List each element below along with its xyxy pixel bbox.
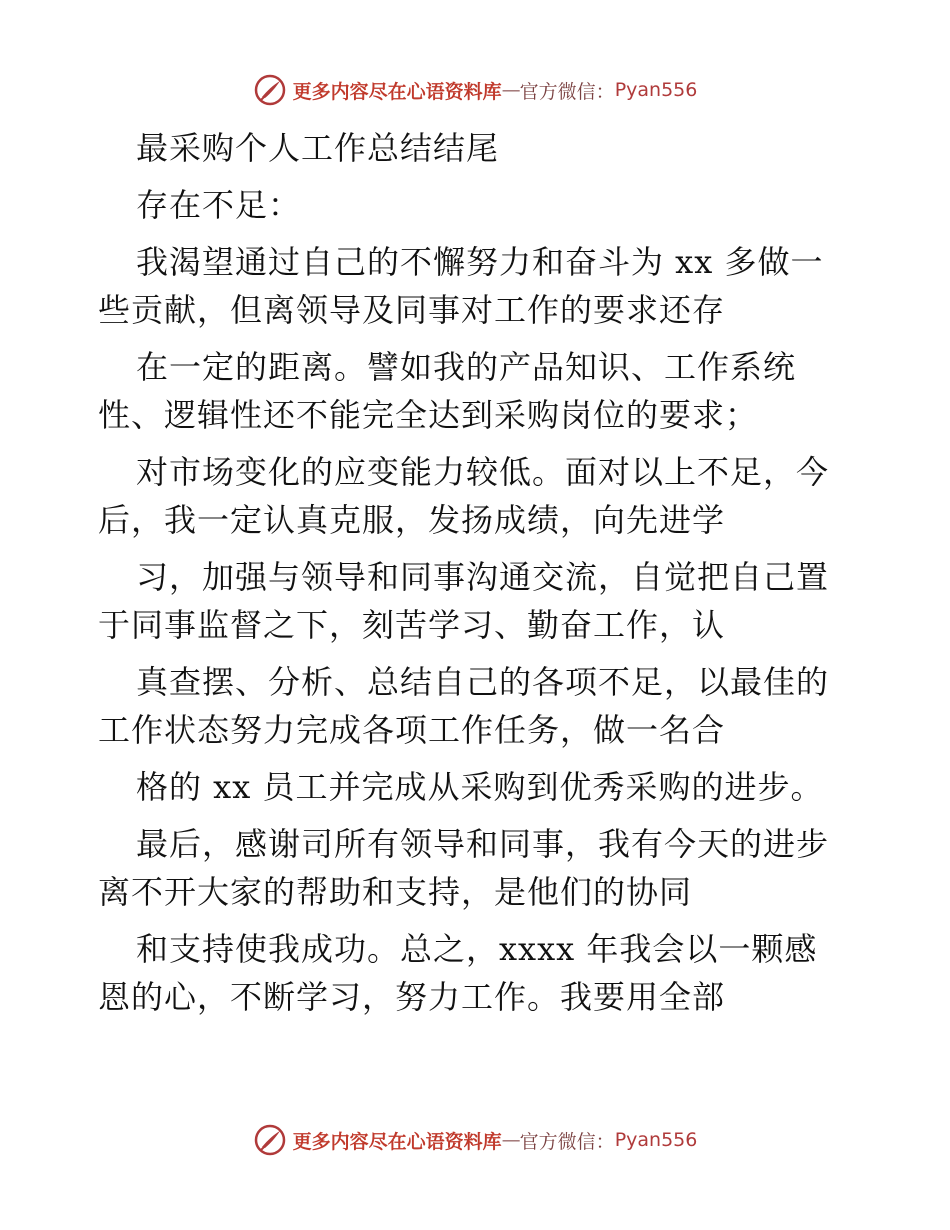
- paragraph-line: 恩的心，不断学习，努力工作。我要用全部: [98, 978, 726, 1016]
- paragraph-line: 于同事监督之下，刻苦学习、勤奋工作，认: [98, 606, 726, 644]
- paragraph-line: 存在不足：: [136, 186, 302, 224]
- document-body: [98, 124, 858, 1021]
- paragraph-line: 离不开大家的帮助和支持，是他们的协同: [98, 873, 693, 911]
- paragraph-line: 格的 xx 员工并完成从采购到优秀采购的进步。: [136, 768, 824, 806]
- document-title: 最采购个人工作总结结尾: [136, 129, 500, 167]
- watermark-main-text: 更多内容尽在心语资料库: [292, 1130, 502, 1153]
- quill-logo-icon: [253, 73, 287, 107]
- paragraph-line: 工作状态努力完成各项工作任务，做一名合: [98, 711, 726, 749]
- quill-logo-icon: [253, 1123, 287, 1157]
- watermark-official-label: 官方微信：: [519, 80, 615, 103]
- paragraph-line: 真查摆、分析、总结自己的各项不足，以最佳的: [136, 663, 830, 701]
- watermark-main-text: 更多内容尽在心语资料库: [292, 80, 502, 103]
- paragraph-line: 后，我一定认真克服，发扬成绩，向先进学: [98, 501, 726, 539]
- watermark-dash: —: [501, 1129, 520, 1151]
- paragraph-line: 我渴望通过自己的不懈努力和奋斗为 xx 多做一: [136, 243, 824, 281]
- paragraph-line: 最后，感谢司所有领导和同事，我有今天的进步: [136, 825, 830, 863]
- paragraph-line: 和支持使我成功。总之，xxxx 年我会以一颗感: [136, 930, 818, 968]
- paragraph-line: 在一定的距离。譬如我的产品知识、工作系统: [136, 348, 797, 386]
- paragraph-line: 些贡献，但离领导及同事对工作的要求还存: [98, 291, 726, 329]
- watermark-official-label: 官方微信：: [519, 1130, 615, 1153]
- paragraph-line: 习，加强与领导和同事沟通交流，自觉把自己置: [136, 558, 830, 596]
- watermark-wechat-id: Pyan556: [614, 1129, 698, 1151]
- header-watermark: [0, 70, 950, 110]
- footer-watermark: [0, 1120, 950, 1160]
- paragraph-line: 性、逻辑性还不能完全达到采购岗位的要求；: [98, 396, 759, 434]
- watermark-dash: —: [501, 79, 520, 101]
- paragraph-line: 对市场变化的应变能力较低。面对以上不足，今: [136, 453, 830, 491]
- watermark-wechat-id: Pyan556: [614, 79, 698, 101]
